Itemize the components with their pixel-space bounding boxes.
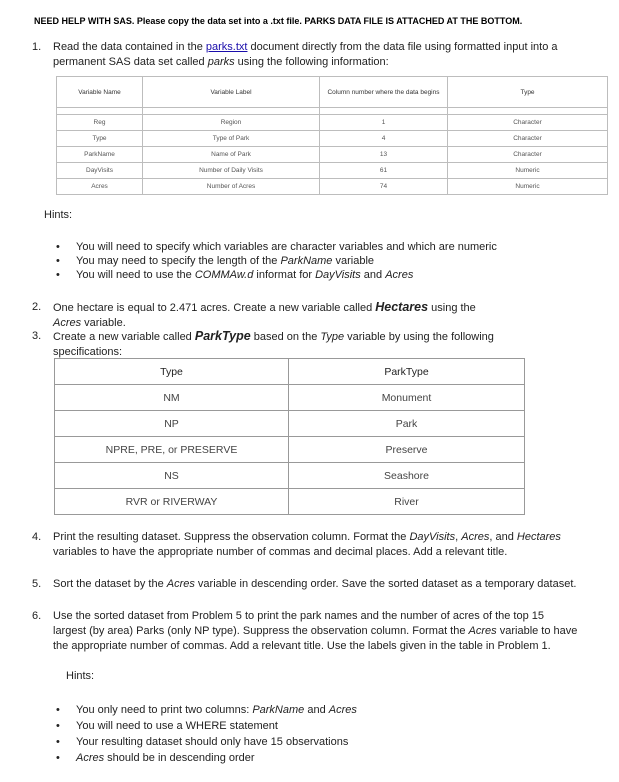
list-item: • You will need to specify which variables are character variables and which are numeric <box>54 240 594 254</box>
parks-file-link[interactable]: parks.txt <box>205 41 248 53</box>
table-row: NS Seashore <box>55 463 525 489</box>
question-text: Print the resulting dataset. Suppress the observation column. Format the DayVisits, Acres, and Hectares variables to have the appropriate number of commas and decimal places. Add a relevant title. <box>53 531 561 558</box>
question-text: Create a new variable called ParkType based on the Type variable by using the following specifications: <box>53 329 494 358</box>
question-number: 3. <box>32 330 42 342</box>
table-header: Column number where the data begins <box>320 77 448 108</box>
variables-table <box>56 76 608 195</box>
list-item: • You may need to specify the length of the ParkName variable <box>54 254 594 268</box>
list-item: • You will need to use a WHERE statement <box>54 718 574 734</box>
table-row: Acres Number of Acres 74 Numeric <box>57 179 608 195</box>
hints-heading: Hints: <box>44 209 73 221</box>
hints-list <box>54 240 594 282</box>
question-3 <box>32 329 532 359</box>
table-row: DayVisits Number of Daily Visits 61 Numeric <box>57 163 608 179</box>
list-item: • You only need to print two columns: ParkName and Acres <box>54 702 574 718</box>
question-text: One hectare is equal to 2.471 acres. Create a new variable called Hectares using the Acres variable. <box>53 300 476 329</box>
list-item: • Acres should be in descending order <box>54 750 574 766</box>
page-header: NEED HELP WITH SAS. Please copy the data set into a .txt file. PARKS DATA FILE IS ATTACHED AT THE BOTTOM. <box>34 16 523 26</box>
question-number: 4. <box>32 531 42 543</box>
hints-list <box>54 702 574 766</box>
park-type-table <box>54 358 525 515</box>
question-text: Use the sorted dataset from Problem 5 to print the park names and the number of acres of the top 15 largest (by area) Parks (only NP type). Suppress the observation column. Format the Acres variable to have the appropriate number of commas. Add a relevant title. Use the labels given in the table in Problem 1. <box>53 610 578 652</box>
question-number: 6. <box>32 610 42 622</box>
table-row: NM Monument <box>55 385 525 411</box>
table-row: Type Type of Park 4 Character <box>57 131 608 147</box>
table-header: ParkType <box>289 359 525 385</box>
question-text: Read the data contained in the parks.txt document directly from the data file using formatted input into a permanent SAS data set called parks using the following information: <box>53 41 558 68</box>
table-header: Variable Label <box>143 77 320 108</box>
question-2 <box>32 300 492 330</box>
question-number: 5. <box>32 578 42 590</box>
question-4 <box>32 530 572 576</box>
table-row: Reg Region 1 Character <box>57 115 608 131</box>
table-header: Type <box>448 77 608 108</box>
table-header: Variable Name <box>57 77 143 108</box>
question-6 <box>32 609 580 671</box>
table-row: NP Park <box>55 411 525 437</box>
table-row: ParkName Name of Park 13 Character <box>57 147 608 163</box>
question-text: Sort the dataset by the Acres variable in descending order. Save the sorted dataset as a temporary dataset. <box>53 578 577 590</box>
question-number: 1. <box>32 41 42 53</box>
hints-heading: Hints: <box>66 670 95 682</box>
question-5 <box>32 577 580 607</box>
list-item: • You will need to use the COMMAw.d informat for DayVisits and Acres <box>54 268 594 282</box>
question-number: 2. <box>32 301 42 313</box>
question-1 <box>32 40 592 72</box>
table-row: RVR or RIVERWAY River <box>55 489 525 515</box>
table-header: Type <box>55 359 289 385</box>
table-row: NPRE, PRE, or PRESERVE Preserve <box>55 437 525 463</box>
list-item: • Your resulting dataset should only have 15 observations <box>54 734 574 750</box>
